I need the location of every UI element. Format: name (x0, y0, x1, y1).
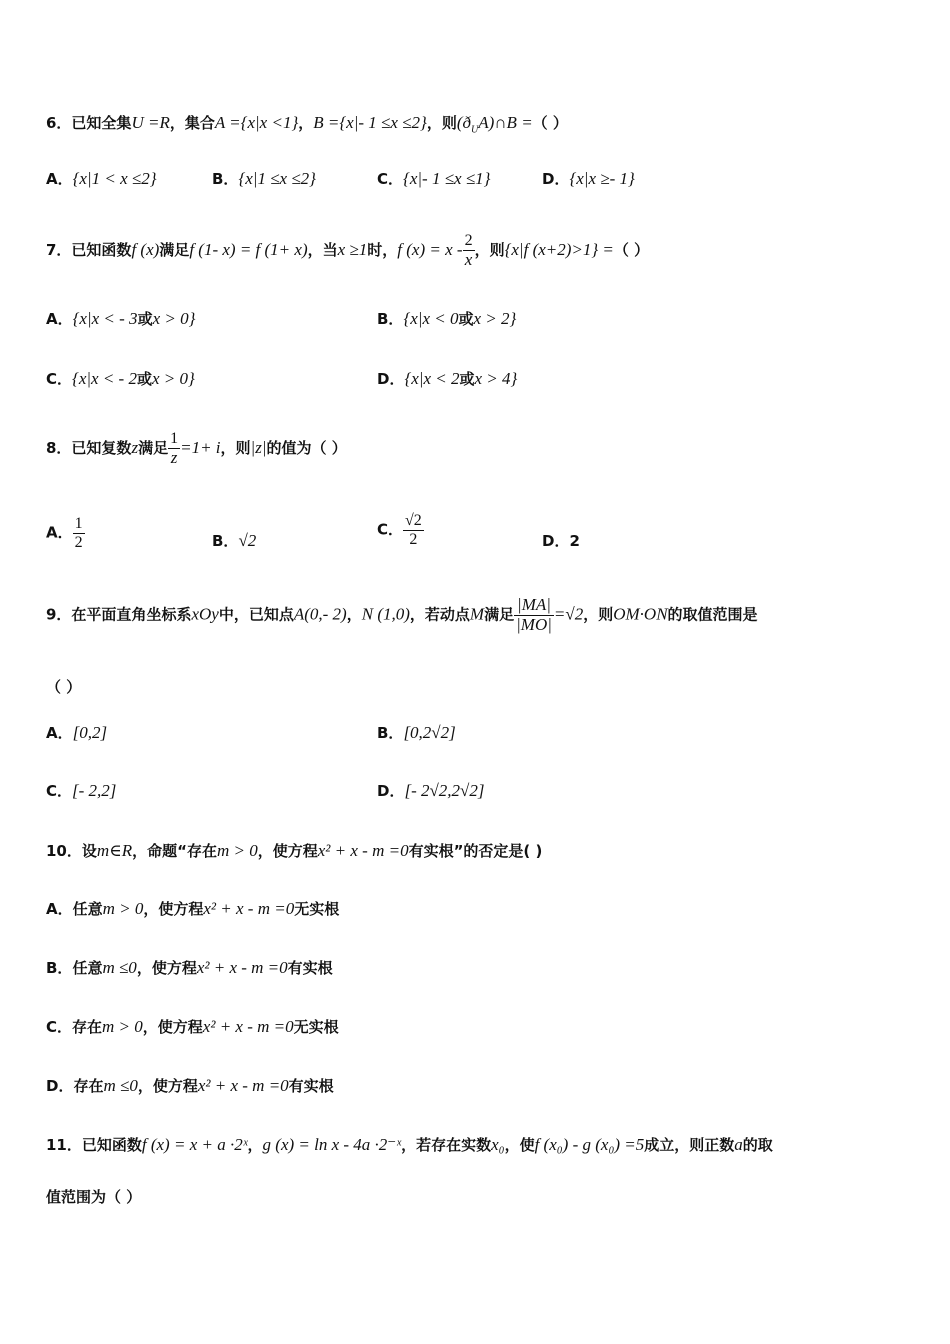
q10-option-c[interactable]: C．存在m > 0，使方程x² + x - m =0无实根 (46, 1017, 339, 1036)
q8-option-d[interactable]: D．2 (542, 532, 580, 550)
fraction-ma-over-mo: $\frac{|MA|}{|MO|}$ (516, 595, 552, 634)
math-set-b: B ={x|- 1 ≤x ≤2} (313, 113, 427, 132)
q9-option-d[interactable]: D．[- 2√2,2√2] (377, 781, 485, 800)
q8-option-b[interactable]: B．√2 (212, 531, 257, 550)
question-6-stem: 6．已知全集U =R，集合A ={x|x <1}，B ={x|- 1 ≤x ≤2}，则$(ð_UA)\cap B$ =（ ） (46, 113, 568, 136)
q7-option-d[interactable]: D．{x|x < 2或x > 4} (377, 369, 518, 388)
fraction-1-over-z: $\frac{1}{z}$ (170, 430, 179, 467)
math-complement: $(ð_UA)\cap B$ = (456, 113, 533, 136)
fraction-1-over-2: $\frac{1}{2}$ (74, 515, 83, 551)
q9-option-c[interactable]: C．[- 2,2] (46, 781, 117, 800)
question-9-stem: 9．在平面直角坐标系xOy中，已知点A(0,- 2)，N (1,0)，若动点M满足 $\frac{|MA|}{|MO|}$ =√2，则OM·ON的取值范围是 (46, 595, 758, 634)
fraction-2-over-x: $\frac{2}{x}$ (464, 232, 473, 269)
question-9-paren: （ ） (46, 678, 82, 696)
math-universal-set: U =R (131, 113, 170, 132)
question-11-stem: 11．已知函数f (x) = x + a ·2ˣ，g (x) = ln x - 4a ·2⁻ˣ，若存在实数x₀，使f (x₀) - g (x₀) =5成立，则正数a的取 (46, 1135, 773, 1154)
fraction-sqrt2-over-2: $\frac{√2}{2}$ (405, 512, 422, 548)
q8-option-c[interactable]: C． $\frac{√2}{2}$ (377, 512, 422, 548)
q6-option-d[interactable]: D．{x|x ≥- 1} (542, 169, 635, 188)
q7-option-c[interactable]: C．{x|x < - 2或x > 0} (46, 369, 195, 388)
q9-option-b[interactable]: B．[0,2√2] (377, 723, 456, 742)
q10-option-a[interactable]: A．任意m > 0，使方程x² + x - m =0无实根 (46, 899, 340, 918)
q7-option-b[interactable]: B．{x|x < 0或x > 2} (377, 309, 517, 328)
q10-option-b[interactable]: B．任意m ≤0，使方程x² + x - m =0有实根 (46, 958, 333, 977)
q7-option-a[interactable]: A．{x|x < - 3或x > 0} (46, 309, 196, 328)
question-10-stem: 10．设m∈R，命题“存在m > 0，使方程x² + x - m =0有实根”的否定是( ) (46, 841, 543, 860)
q9-option-a[interactable]: A．[0,2] (46, 723, 108, 742)
q8-option-a[interactable]: A． $\frac{1}{2}$ (46, 515, 83, 551)
question-11-line2: 值范围为（ ） (46, 1188, 142, 1206)
question-8-stem: 8．已知复数z满足 $\frac{1}{z}$ =1+ i，则|z|的值为（ ） (46, 430, 347, 467)
question-7-stem: 7．已知函数f (x)满足f (1- x) = f (1+ x)，当x ≥1时，f (x) = x - $\frac{2}{x}$ ，则{x|f (x+2)>1} =（ ） (46, 232, 650, 269)
math-set-a: A ={x|x <1} (214, 113, 299, 132)
q6-option-a[interactable]: A．{x|1 < x ≤2} (46, 169, 157, 188)
q10-option-d[interactable]: D．存在m ≤0，使方程x² + x - m =0有实根 (46, 1076, 334, 1095)
q6-option-c[interactable]: C．{x|- 1 ≤x ≤1} (377, 169, 491, 188)
q6-option-b[interactable]: B．{x|1 ≤x ≤2} (212, 169, 316, 188)
